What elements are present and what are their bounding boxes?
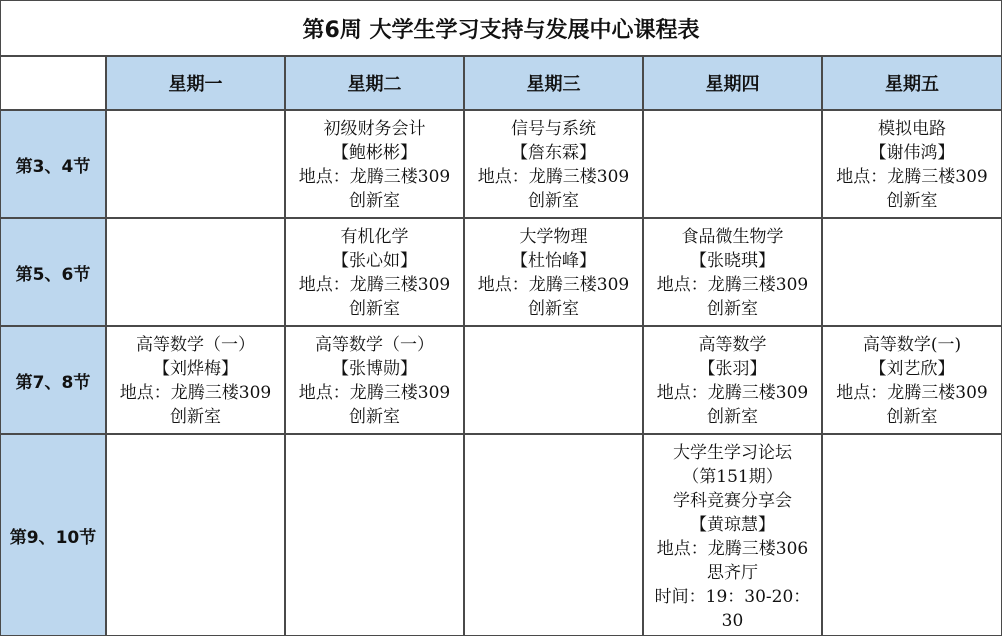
empty-cell (464, 434, 643, 636)
course-teacher: 【刘烨梅】 (153, 359, 238, 379)
course-cell (643, 326, 822, 434)
empty-cell (106, 110, 285, 218)
course-name: 有机化学 (340, 227, 409, 247)
course-time: 时间：19：30-20： (654, 587, 811, 607)
course-room: 创新室 (349, 407, 400, 427)
empty-cell (822, 218, 1002, 326)
course-location: 地点：龙腾三楼309 (656, 383, 809, 403)
course-cell (464, 110, 643, 218)
course-room: 思齐厅 (707, 563, 758, 583)
course-room: 创新室 (886, 191, 938, 211)
course-location: 地点：龙腾三楼309 (656, 275, 809, 295)
empty-cell (285, 434, 464, 636)
course-cell (643, 434, 822, 636)
course-name: 高等数学（一） (136, 335, 255, 355)
day-header: 星期一 (106, 56, 285, 110)
course-room: 创新室 (349, 299, 400, 319)
course-teacher: 【张晓琪】 (690, 251, 775, 271)
period-header: 第9、10节 (0, 434, 106, 636)
course-cell (822, 326, 1002, 434)
course-location: 地点：龙腾三楼306 (656, 539, 809, 559)
course-name: 高等数学 (698, 335, 767, 355)
course-cell (106, 326, 285, 434)
course-location: 地点：龙腾三楼309 (836, 383, 988, 403)
course-teacher: 【张博勋】 (332, 359, 417, 379)
course-room: 创新室 (528, 299, 579, 319)
course-location: 地点：龙腾三楼309 (298, 383, 451, 403)
course-location: 地点：龙腾三楼309 (477, 275, 630, 295)
course-room: 创新室 (528, 191, 579, 211)
course-time: 30 (721, 611, 744, 631)
course-cell (822, 110, 1002, 218)
course-name: 初级财务会计 (323, 119, 426, 139)
course-room: 创新室 (707, 407, 758, 427)
course-cell (464, 218, 643, 326)
course-cell (643, 218, 822, 326)
course-name: 大学生学习论坛 (673, 443, 792, 463)
course-teacher: 【张羽】 (698, 359, 767, 379)
course-issue: （第151期） (682, 467, 783, 487)
schedule-title: 第6周 大学生学习支持与发展中心课程表 (0, 0, 1002, 56)
empty-cell (643, 110, 822, 218)
course-room: 创新室 (886, 407, 938, 427)
course-location: 地点：龙腾三楼309 (477, 167, 630, 187)
period-header: 第7、8节 (0, 326, 106, 434)
course-teacher: 【杜怡峰】 (511, 251, 596, 271)
course-name: 食品微生物学 (681, 227, 784, 247)
corner-cell (0, 56, 106, 110)
empty-cell (822, 434, 1002, 636)
empty-cell (106, 434, 285, 636)
day-header: 星期五 (822, 56, 1002, 110)
course-location: 地点：龙腾三楼309 (119, 383, 272, 403)
course-location: 地点：龙腾三楼309 (298, 275, 451, 295)
course-teacher: 【张心如】 (332, 251, 417, 271)
period-header: 第3、4节 (0, 110, 106, 218)
course-name: 高等数学(一) (862, 335, 962, 355)
course-teacher: 【刘艺欣】 (869, 359, 955, 379)
course-location: 地点：龙腾三楼309 (836, 167, 988, 187)
empty-cell (464, 326, 643, 434)
course-cell (285, 218, 464, 326)
course-teacher: 【詹东霖】 (511, 143, 596, 163)
course-location: 地点：龙腾三楼309 (298, 167, 451, 187)
day-header: 星期四 (643, 56, 822, 110)
course-room: 创新室 (707, 299, 758, 319)
course-topic: 学科竞赛分享会 (673, 491, 792, 511)
course-teacher: 【谢伟鸿】 (869, 143, 955, 163)
course-name: 模拟电路 (878, 119, 946, 139)
course-name: 高等数学（一） (315, 335, 434, 355)
period-header: 第5、6节 (0, 218, 106, 326)
course-name: 信号与系统 (511, 119, 596, 139)
course-teacher: 【黄琼慧】 (690, 515, 775, 535)
course-room: 创新室 (170, 407, 221, 427)
course-room: 创新室 (349, 191, 400, 211)
course-cell (285, 110, 464, 218)
day-header: 星期二 (285, 56, 464, 110)
day-header: 星期三 (464, 56, 643, 110)
course-name: 大学物理 (519, 227, 588, 247)
course-cell (285, 326, 464, 434)
course-teacher: 【鲍彬彬】 (332, 143, 417, 163)
empty-cell (106, 218, 285, 326)
